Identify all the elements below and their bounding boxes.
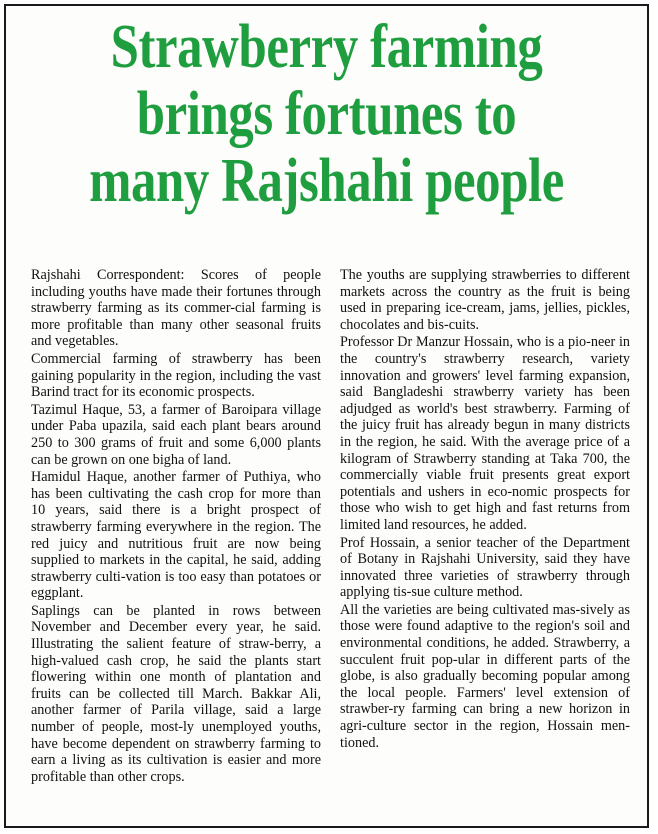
paragraph: Commercial farming of strawberry has been gaining popularity in the region, including the vast Barind tract for its economic prospects. bbox=[31, 350, 321, 401]
paragraph: Saplings can be planted in rows between November and December every year, he said. Illustrating the salient feature of straw-berry, a high-valued cash crop, he said the plants start flowering within one month of plantation and fruits can be collected till March. Bakkar Ali, another farmer of Parila village, said a large number of people, most-ly unemployed youths, have become dependent on strawberry farming to earn a living as its cultivation is easier and more profitable than other crops. bbox=[31, 602, 321, 785]
paragraph: Professor Dr Manzur Hossain, who is a pio-neer in the country's strawberry research, variety innovation and growers' level farming expansion, said Bangladeshi strawberry variety has been adjudged as world's best strawberry. Farming of the juicy fruit has already begun in many districts in the region, he said. With the average price of a kilogram of Strawberry standing at Taka 700, the commercially viable fruit presents great export potentials and ushers in eco-nomic prospects for those who wish to get high and fast returns from limited land resources, he added. bbox=[340, 334, 630, 533]
headline-line-3: many Rajshahi people bbox=[89, 147, 564, 215]
right-column bbox=[340, 267, 630, 786]
paragraph: The youths are supplying strawberries to different markets across the country as the fruit is being used in preparing ice-cream, jams, jellies, pickles, chocolates and bis-cuits. bbox=[340, 267, 630, 333]
newspaper-clipping bbox=[4, 4, 649, 828]
headline-line-1: Strawberry farming bbox=[110, 13, 543, 81]
paragraph: All the varieties are being cultivated mas-sively as those were found adaptive to the region's soil and environmental conditions, he added. Strawberry, a succulent fruit pop-ular in different parts of the globe, is also gradually becoming popular among the local people. Farmers' level extension of strawber-ry farming can bring a new horizon in agri-culture sector in the region, Hossain men-tioned. bbox=[340, 601, 630, 751]
headline bbox=[64, 6, 590, 215]
paragraph: Rajshahi Correspondent: Scores of people including youths have made their fortunes through strawberry farming as its commer-cial farming is more profitable than many other seasonal fruits and vegetables. bbox=[31, 267, 321, 350]
left-column bbox=[31, 267, 321, 786]
paragraph: Hamidul Haque, another farmer of Puthiya, who has been cultivating the cash crop for more than 10 years, said there is a bright prospect of strawberry farming everywhere in the region. The red juicy and nutritious fruit are now being supplied to markets in the capital, he said, adding strawberry culti-vation is too easy than potatoes or eggplant. bbox=[31, 469, 321, 602]
article-body bbox=[31, 267, 630, 786]
paragraph: Prof Hossain, a senior teacher of the Department of Botany in Rajshahi University, said they have innovated three varieties of strawberry through applying tis-sue culture method. bbox=[340, 534, 630, 601]
paragraph: Tazimul Haque, 53, a farmer of Baroipara village under Paba upazila, said each plant bears around 250 to 300 grams of fruit and some 6,000 plants can be grown on one bigha of land. bbox=[31, 401, 321, 468]
headline-line-2: brings fortunes to bbox=[136, 80, 517, 148]
